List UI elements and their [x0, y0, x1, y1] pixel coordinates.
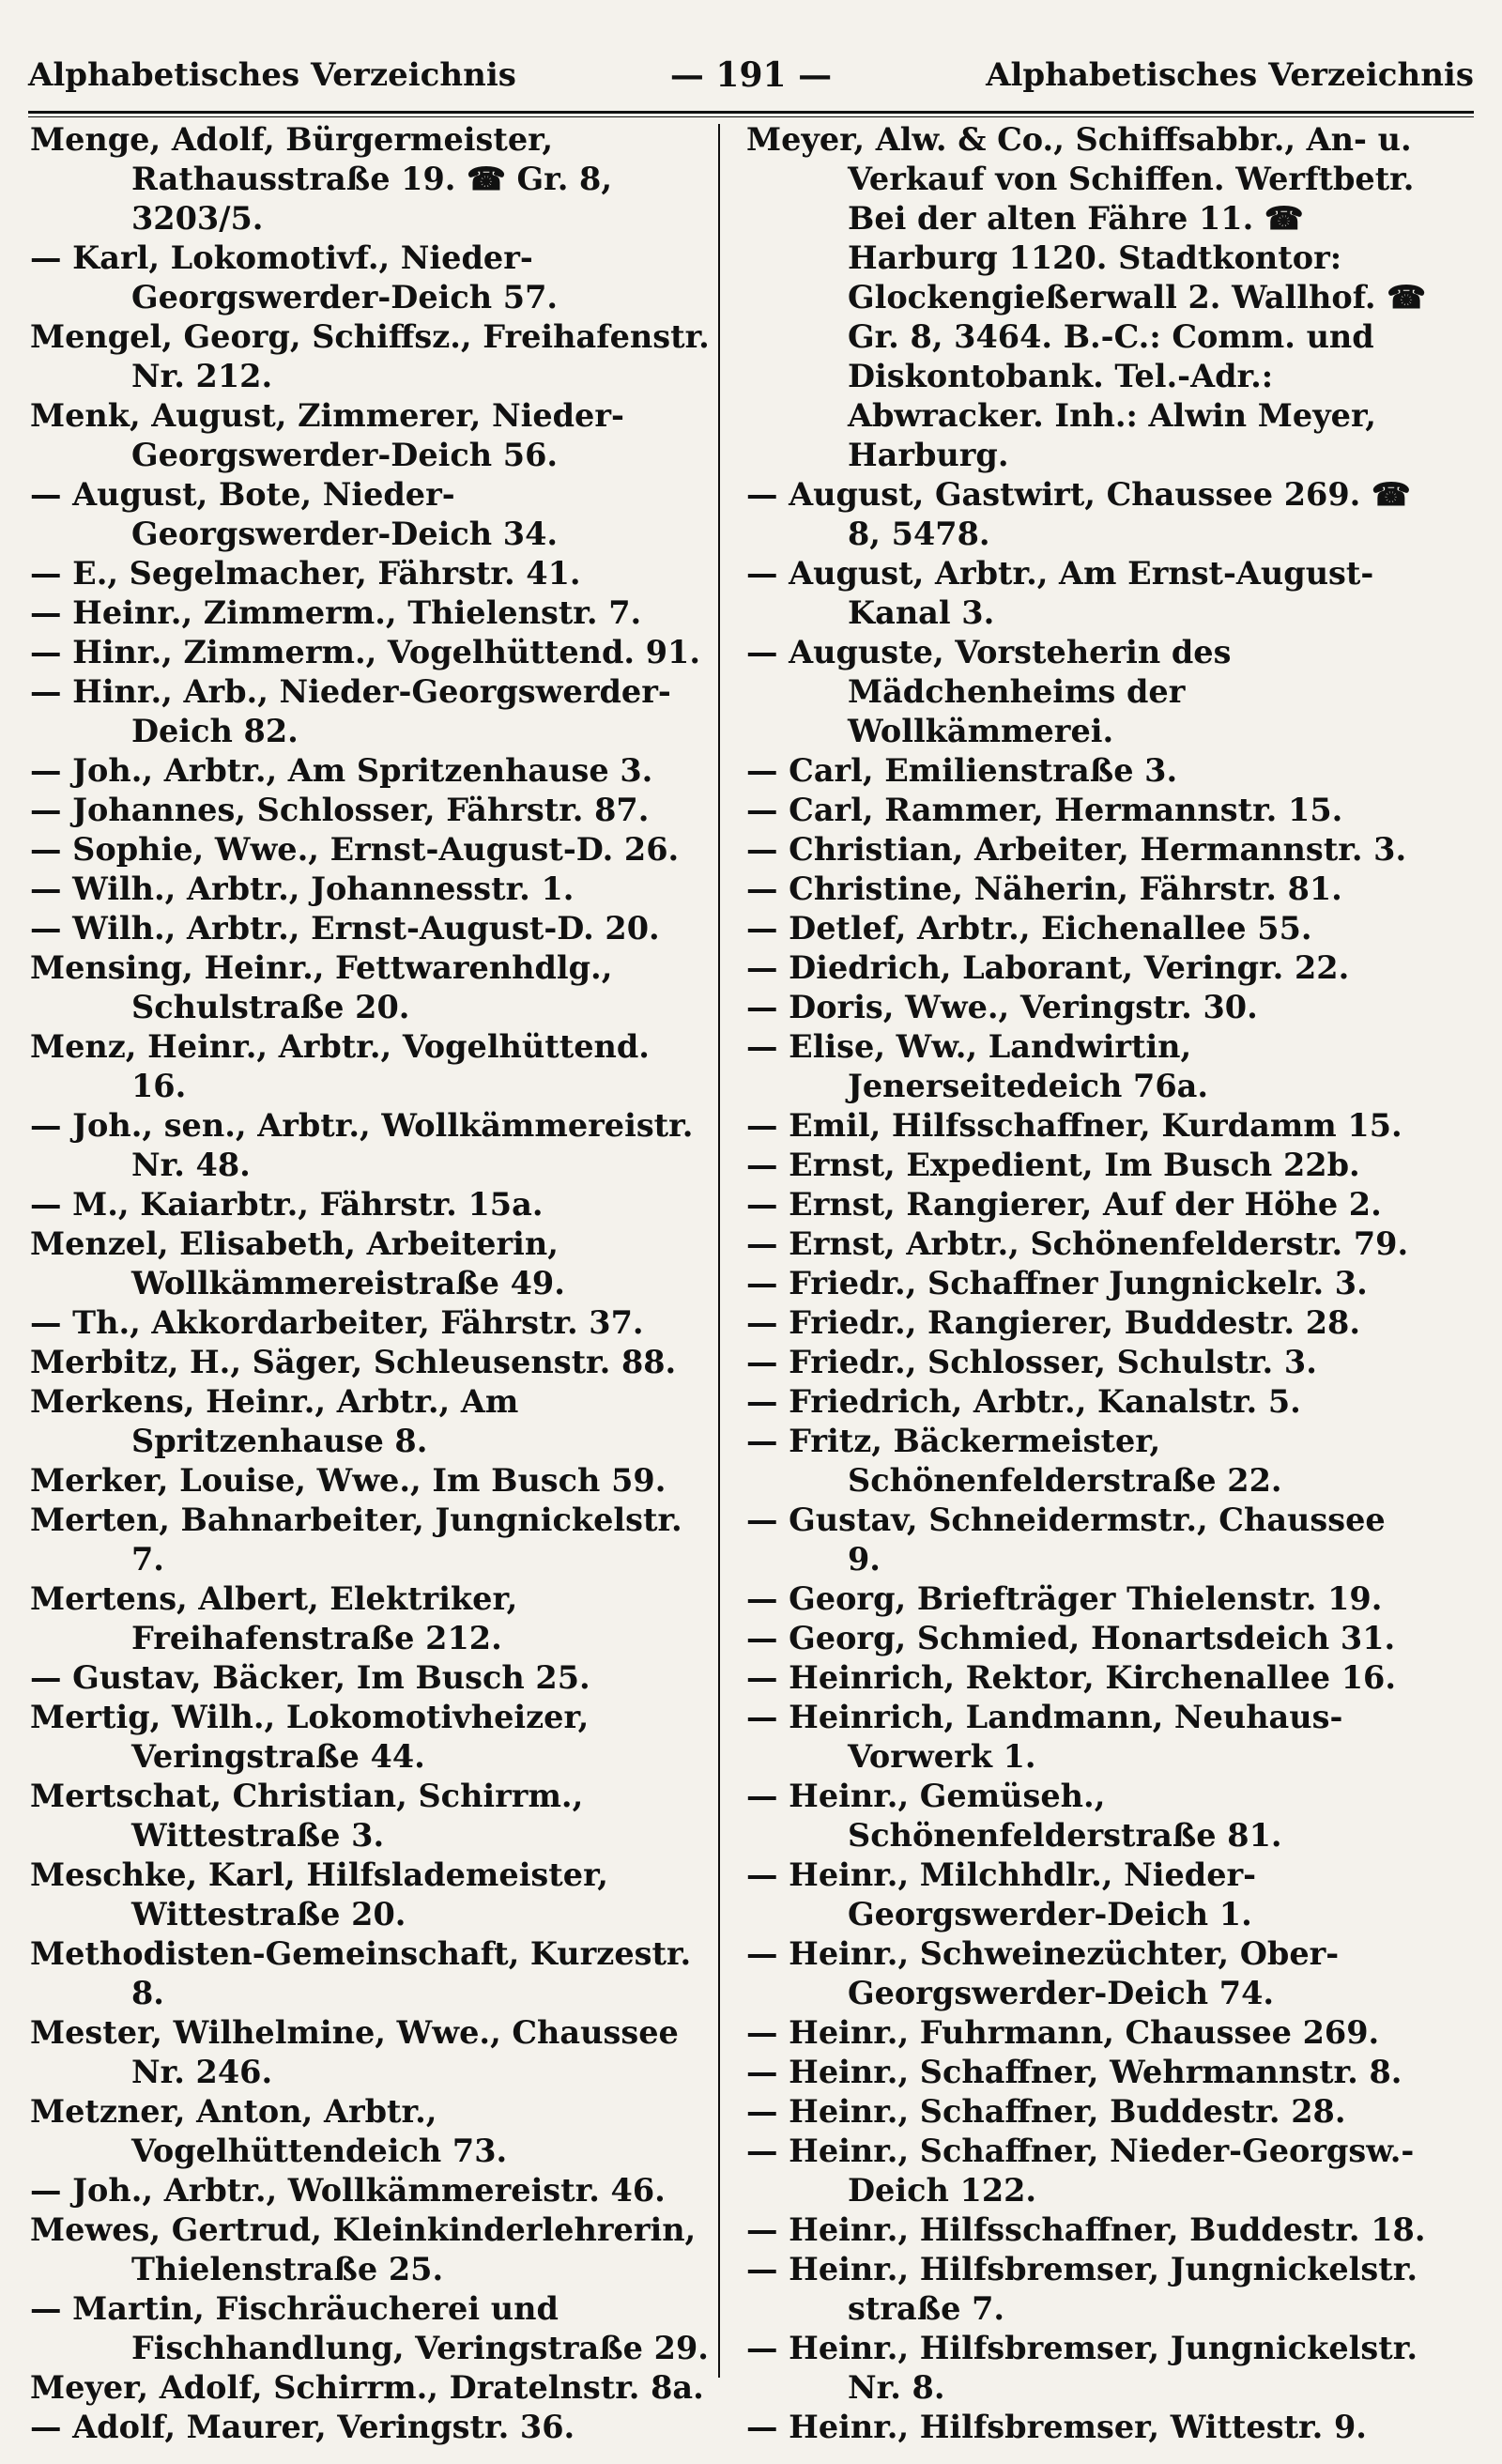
directory-entry: — Wilh., Arbtr., Ernst-August-D. 20. [30, 910, 660, 947]
directory-entry: — Doris, Wwe., Veringstr. 30. [746, 989, 1258, 1025]
directory-entry: — Friedr., Schaffner Jungnickelr. 3. [746, 1265, 1368, 1301]
directory-entry: — Gustav, Schneidermstr., Chaussee 9. [746, 1502, 1386, 1578]
directory-entry: — Wilh., Arbtr., Johannesstr. 1. [30, 870, 575, 907]
directory-entry: — Emil, Hilfsschaffner, Kurdamm 15. [746, 1107, 1402, 1144]
directory-entry: — Heinrich, Rektor, Kirchenallee 16. [746, 1659, 1397, 1696]
directory-entry: Menzel, Elisabeth, Arbeiterin, Wollkämmereistraße 49. [30, 1225, 565, 1301]
directory-entry: Mertens, Albert, Elektriker, Freihafenstraße 212. [30, 1580, 518, 1656]
directory-entry: — Elise, Ww., Landwirtin, Jenerseitedeich 76a. [746, 1028, 1209, 1104]
directory-entry: — Carl, Rammer, Hermannstr. 15. [746, 792, 1343, 828]
column-divider [718, 124, 720, 2378]
directory-entry: — Joh., Arbtr., Wollkämmereistr. 46. [30, 2172, 666, 2209]
directory-entry: — Friedr., Schlosser, Schulstr. 3. [746, 1344, 1317, 1380]
directory-entry: Mensing, Heinr., Fettwarenhdlg., Schulstraße 20. [30, 949, 613, 1025]
right-column [746, 120, 1427, 2447]
directory-entry: — Georg, Schmied, Honartsdeich 31. [746, 1620, 1396, 1656]
directory-entry: Mertig, Wilh., Lokomotivheizer, Veringstraße 44. [30, 1699, 590, 1775]
directory-entry: Mertschat, Christian, Schirrm., Wittestraße 3. [30, 1778, 584, 1854]
directory-entry: — Karl, Lokomotivf., Nieder-Georgswerder-Deich 57. [30, 239, 559, 316]
directory-entry: — Heinr., Milchhdlr., Nieder-Georgswerder-Deich 1. [746, 1856, 1257, 1933]
directory-entry: — Heinr., Schaffner, Wehrmannstr. 8. [746, 2054, 1402, 2090]
directory-entry: — Heinr., Schaffner, Buddestr. 28. [746, 2093, 1346, 2130]
directory-entry: — Hinr., Zimmerm., Vogelhüttend. 91. [30, 634, 701, 670]
directory-entry: — Ernst, Rangierer, Auf der Höhe 2. [746, 1186, 1382, 1223]
directory-entry: — Heinr., Schweinezüchter, Ober-Georgswerder-Deich 74. [746, 1935, 1340, 2011]
directory-entry: Meschke, Karl, Hilfslademeister, Wittestraße 20. [30, 1856, 608, 1933]
directory-entry: — Heinr., Hilfsbremser, Jungnickelstr. Nr. 8. [746, 2330, 1418, 2406]
directory-entry: — August, Arbtr., Am Ernst-August-Kanal 3. [746, 555, 1374, 631]
directory-entry: Merkens, Heinr., Arbtr., Am Spritzenhause 8. [30, 1383, 519, 1459]
directory-entry: — Heinr., Hilfsbremser, Jungnickelstr. straße 7. [746, 2251, 1418, 2327]
directory-entry: — Diedrich, Laborant, Veringr. 22. [746, 949, 1350, 986]
directory-entry: — Friedrich, Arbtr., Kanalstr. 5. [746, 1383, 1301, 1420]
directory-entry: — Carl, Emilienstraße 3. [746, 752, 1178, 789]
header-rule [28, 111, 1474, 114]
directory-entry: — Christine, Näherin, Fährstr. 81. [746, 870, 1342, 907]
left-column [30, 120, 711, 2447]
directory-entry: Mester, Wilhelmine, Wwe., Chaussee Nr. 246. [30, 2014, 679, 2090]
header-rule-thin [28, 116, 1474, 117]
header-right: Alphabetisches Verzeichnis [986, 56, 1474, 94]
directory-entry: — Heinr., Zimmerm., Thielenstr. 7. [30, 594, 642, 631]
directory-entry: — Detlef, Arbtr., Eichenallee 55. [746, 910, 1312, 947]
directory-entry: — Joh., Arbtr., Am Spritzenhause 3. [30, 752, 653, 789]
directory-entry: Merten, Bahnarbeiter, Jungnickelstr. 7. [30, 1502, 682, 1578]
directory-entry: Merker, Louise, Wwe., Im Busch 59. [30, 1462, 667, 1499]
directory-entry: — E., Segelmacher, Fährstr. 41. [30, 555, 581, 592]
directory-entry: Menk, August, Zimmerer, Nieder-Georgswerder-Deich 56. [30, 397, 624, 473]
header-left: Alphabetisches Verzeichnis [28, 56, 516, 94]
directory-entry: Methodisten-Gemeinschaft, Kurzestr. 8. [30, 1935, 692, 2011]
directory-entry: — Hinr., Arb., Nieder-Georgswerder-Deich 82. [30, 673, 671, 749]
directory-entry: — Johannes, Schlosser, Fährstr. 87. [30, 792, 650, 828]
directory-entry: Menge, Adolf, Bürgermeister, Rathausstraße 19. ☎ Gr. 8, 3203/5. [30, 121, 613, 237]
directory-entry: — Th., Akkordarbeiter, Fährstr. 37. [30, 1304, 644, 1341]
directory-entry: — Martin, Fischräucherei und Fischhandlung, Veringstraße 29. [30, 2290, 709, 2366]
directory-entry: — Heinr., Gemüseh., Schönenfelderstraße 81. [746, 1778, 1282, 1854]
directory-entry: Mewes, Gertrud, Kleinkinderlehrerin, Thielenstraße 25. [30, 2211, 697, 2287]
directory-entry: — August, Bote, Nieder-Georgswerder-Deich 34. [30, 476, 559, 552]
directory-entry: — Ernst, Expedient, Im Busch 22b. [746, 1147, 1360, 1183]
directory-entry: Meyer, Adolf, Schirrm., Dratelnstr. 8a. [30, 2369, 704, 2406]
directory-entry: — Gustav, Bäcker, Im Busch 25. [30, 1659, 590, 1696]
directory-entry: — Fritz, Bäckermeister, Schönenfelderstraße 22. [746, 1423, 1282, 1499]
directory-entry: — Friedr., Rangierer, Buddestr. 28. [746, 1304, 1361, 1341]
directory-entry: — M., Kaiarbtr., Fährstr. 15a. [30, 1186, 544, 1223]
directory-entry: — Ernst, Arbtr., Schönenfelderstr. 79. [746, 1225, 1409, 1262]
directory-entry: Meyer, Alw. & Co., Schiffsabbr., An- u. Verkauf von Schiffen. Werftbetr. Bei der alten Fähre 11. ☎ Harburg 1120. Stadtkontor: Glockengießerwall 2. Wallhof. ☎ Gr. 8, 3464. B.-C.: Comm. und Diskontobank. Tel.-Adr.: Abwracker. Inh.: Alwin Meyer, Harburg. [746, 121, 1426, 473]
directory-entry: — Christian, Arbeiter, Hermannstr. 3. [746, 831, 1407, 868]
page-header [28, 47, 1474, 103]
directory-entry: — Heinr., Hilfsschaffner, Buddestr. 18. [746, 2211, 1426, 2248]
page-number: — 191 — [669, 55, 833, 95]
directory-entry: — Auguste, Vorsteherin des Mädchenheims der Wollkämmerei. [746, 634, 1232, 749]
directory-entry: — Heinrich, Landmann, Neuhaus-Vorwerk 1. [746, 1699, 1343, 1775]
directory-entry: — Adolf, Maurer, Veringstr. 36. [30, 2409, 575, 2445]
directory-entry: — Joh., sen., Arbtr., Wollkämmereistr. Nr. 48. [30, 1107, 694, 1183]
directory-entry: Menz, Heinr., Arbtr., Vogelhüttend. 16. [30, 1028, 650, 1104]
directory-entry: Merbitz, H., Säger, Schleusenstr. 88. [30, 1344, 677, 1380]
directory-entry: Mengel, Georg, Schiffsz., Freihafenstr. Nr. 212. [30, 318, 710, 394]
directory-entry: — Heinr., Fuhrmann, Chaussee 269. [746, 2014, 1380, 2051]
directory-entry: — August, Gastwirt, Chaussee 269. ☎ 8, 5478. [746, 476, 1411, 552]
directory-entry: Metzner, Anton, Arbtr., Vogelhüttendeich 73. [30, 2093, 508, 2169]
directory-entry: — Heinr., Hilfsbremser, Wittestr. 9. [746, 2409, 1367, 2445]
directory-entry: — Georg, Briefträger Thielenstr. 19. [746, 1580, 1383, 1617]
directory-entry: — Sophie, Wwe., Ernst-August-D. 26. [30, 831, 680, 868]
directory-entry: — Heinr., Schaffner, Nieder-Georgsw.-Deich 122. [746, 2133, 1415, 2209]
